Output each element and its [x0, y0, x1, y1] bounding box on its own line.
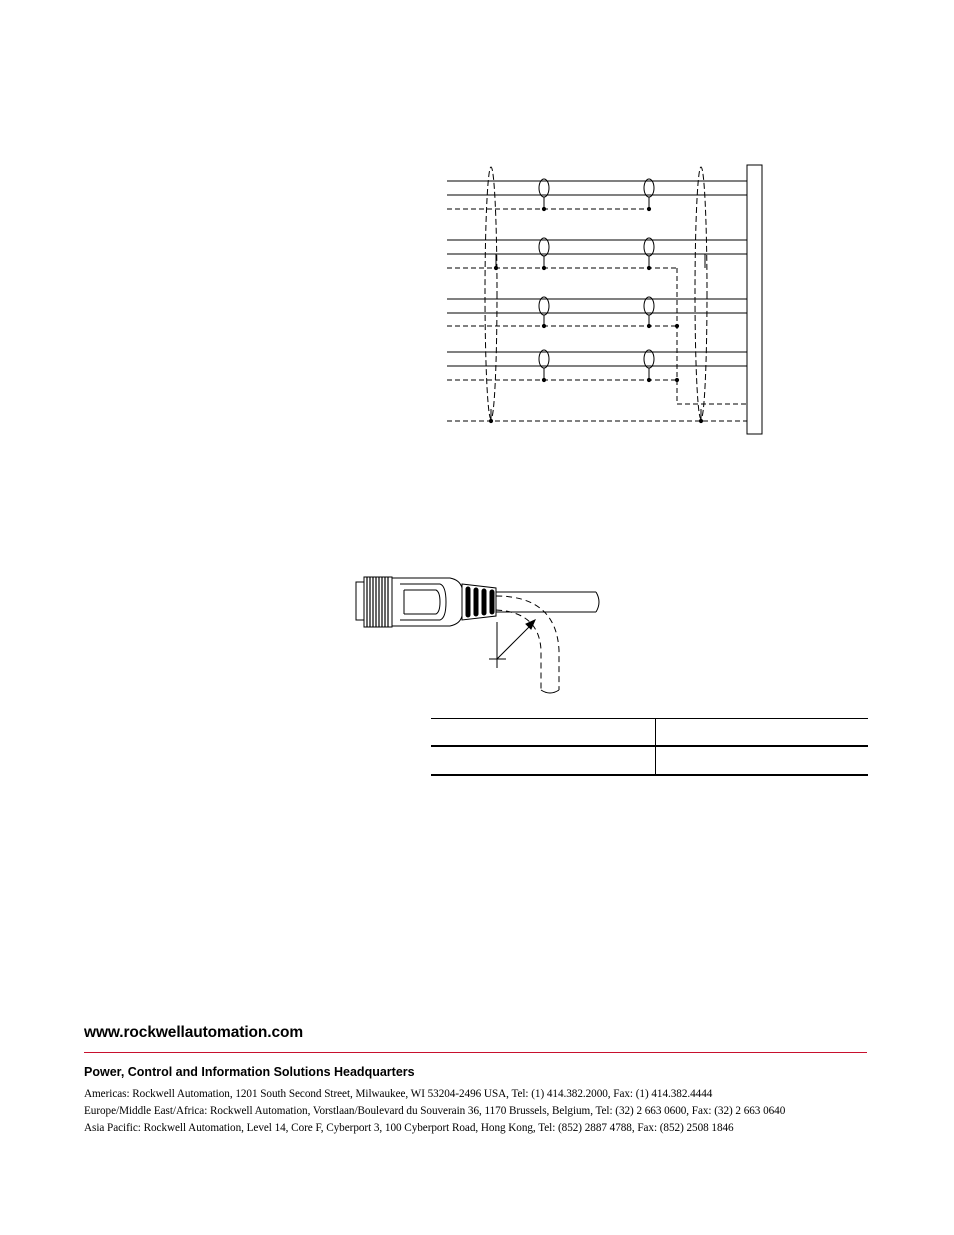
footer-address-asia-pacific: Asia Pacific: Rockwell Automation, Level 14, Core F, Cyberport 3, 100 Cyberport Road, Hong Kong, Tel: (852) 2887 4788, Fax: (852) 2508 1846: [84, 1122, 734, 1134]
spec-table-header-cell: [656, 719, 869, 747]
wire-pair-4: [447, 350, 747, 382]
cable-connector-bend-radius-diagram: [0, 520, 954, 710]
footer-address-emea: Europe/Middle East/Africa: Rockwell Automation, Vorstlaan/Boulevard du Souverain 36, 1170 Brussels, Belgium, Tel: (32) 2 663 0600, Fax: (32) 2 663 0640: [84, 1105, 786, 1117]
shielded-cable-wiring-diagram: [0, 0, 954, 520]
spec-table: [431, 718, 868, 776]
wire-pair-1: [447, 179, 747, 211]
overall-shield: [485, 167, 707, 419]
table-row: [431, 746, 868, 775]
wire-pair-3: [447, 297, 747, 328]
spec-table-cell: [656, 746, 869, 775]
wire-pair-2: [447, 238, 747, 270]
bend-radius-indicator: [489, 620, 535, 668]
terminal-block: [747, 165, 762, 434]
footer-headquarters-heading: Power, Control and Information Solutions Headquarters: [84, 1065, 415, 1079]
footer-url-link[interactable]: www.rockwellautomation.com: [84, 1024, 304, 1041]
coupling-nut: [356, 577, 392, 627]
footer-address-americas: Americas: Rockwell Automation, 1201 South Second Street, Milwaukee, WI 53204-2496 USA, Tel: (1) 414.382.2000, Fax: (1) 414.382.4444: [84, 1088, 713, 1100]
spec-table-header-row: [431, 719, 868, 747]
footer-divider: [84, 1052, 867, 1053]
connector-body: [392, 578, 462, 626]
spec-table-cell: [431, 746, 656, 775]
spec-table-header-cell: [431, 719, 656, 747]
cable-bent: [496, 596, 559, 690]
strain-relief: [462, 584, 496, 620]
drain-bus: [677, 268, 747, 404]
cable-straight: [496, 592, 599, 612]
